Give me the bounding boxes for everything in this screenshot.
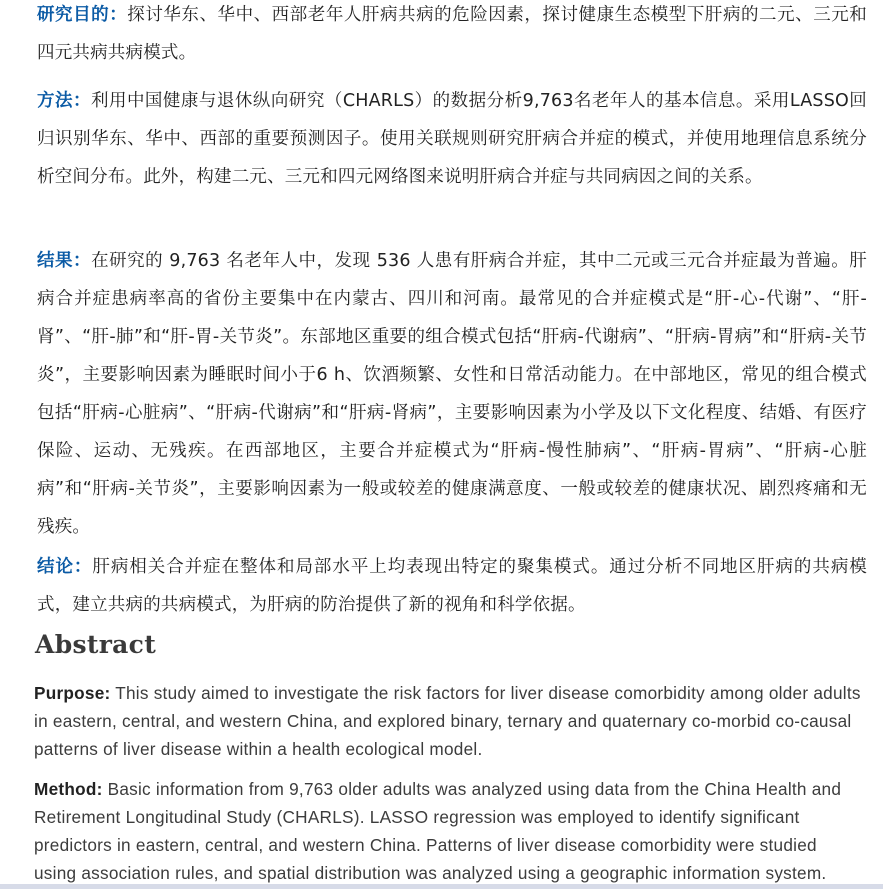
zh-method-text: 利用中国健康与退休纵向研究（CHARLS）的数据分析9,763名老年人的基本信息。采用LASSO回归识别华东、华中、西部的重要预测因子。使用关联规则研究肝病合并症的模式，并使用地理信息系统分析空间分布。此外，构建二元、三元和四元网络图来说明肝病合并症与共同病因之间的关系。	[37, 91, 867, 187]
zh-purpose-paragraph	[37, 0, 867, 72]
zh-conclusion-text: 肝病相关合并症在整体和局部水平上均表现出特定的聚集模式。通过分析不同地区肝病的共病模式，建立共病的共病模式，为肝病的防治提供了新的视角和科学依据。	[37, 557, 867, 615]
zh-conclusion-paragraph	[37, 548, 867, 624]
zh-method-paragraph	[37, 82, 867, 196]
en-method-label: Method:	[34, 779, 103, 799]
en-purpose-paragraph	[34, 679, 864, 763]
zh-results-paragraph	[37, 242, 867, 546]
en-purpose-label: Purpose:	[34, 683, 111, 703]
zh-results-text: 在研究的 9,763 名老年人中，发现 536 人患有肝病合并症，其中二元或三元合并症最为普遍。肝病合并症患病率高的省份主要集中在内蒙古、四川和河南。最常见的合并症模式是“肝-心-代谢”、“肝-肾”、“肝-肺”和“肝-胃-关节炎”。东部地区重要的组合模式包括“肝病-代谢病”、“肝病-胃病”和“肝病-关节炎”，主要影响因素为睡眠时间小于6 h、饮酒频繁、女性和日常活动能力。在中部地区，常见的组合模式包括“肝病-心脏病”、“肝病-代谢病”和“肝病-肾病”，主要影响因素为小学及以下文化程度、结婚、有医疗保险、运动、无残疾。在西部地区，主要合并症模式为“肝病-慢性肺病”、“肝病-胃病”、“肝病-心脏病”和“肝病-关节炎”，主要影响因素为一般或较差的健康满意度、一般或较差的健康状况、剧烈疼痛和无残疾。	[37, 251, 867, 537]
en-method-text: Basic information from 9,763 older adults was analyzed using data from the China Health and Retirement Longitudinal Study (CHARLS). LASSO regression was employed to identify significant predictors in eastern, central, and western China. Patterns of liver disease comorbidity were studied using association rules, and spatial distribution was analyzed using a geographic information system.	[34, 779, 842, 883]
zh-purpose-text: 探讨华东、华中、西部老年人肝病共病的危险因素，探讨健康生态模型下肝病的二元、三元和四元共病共病模式。	[37, 5, 868, 63]
zh-purpose-label: 研究目的：	[37, 5, 128, 25]
zh-conclusion-label: 结论：	[37, 557, 93, 577]
abstract-heading: Abstract	[35, 630, 157, 659]
bottom-scroll-edge	[0, 884, 883, 889]
zh-results-label: 结果：	[37, 251, 92, 271]
zh-method-label: 方法：	[37, 91, 91, 111]
en-method-paragraph	[34, 775, 864, 887]
en-purpose-text: This study aimed to investigate the risk factors for liver disease comorbidity among older adults in eastern, central, and western China, and explored binary, ternary and quaternary co-morbid co-causal patterns of liver disease within a health ecological model.	[34, 683, 861, 759]
